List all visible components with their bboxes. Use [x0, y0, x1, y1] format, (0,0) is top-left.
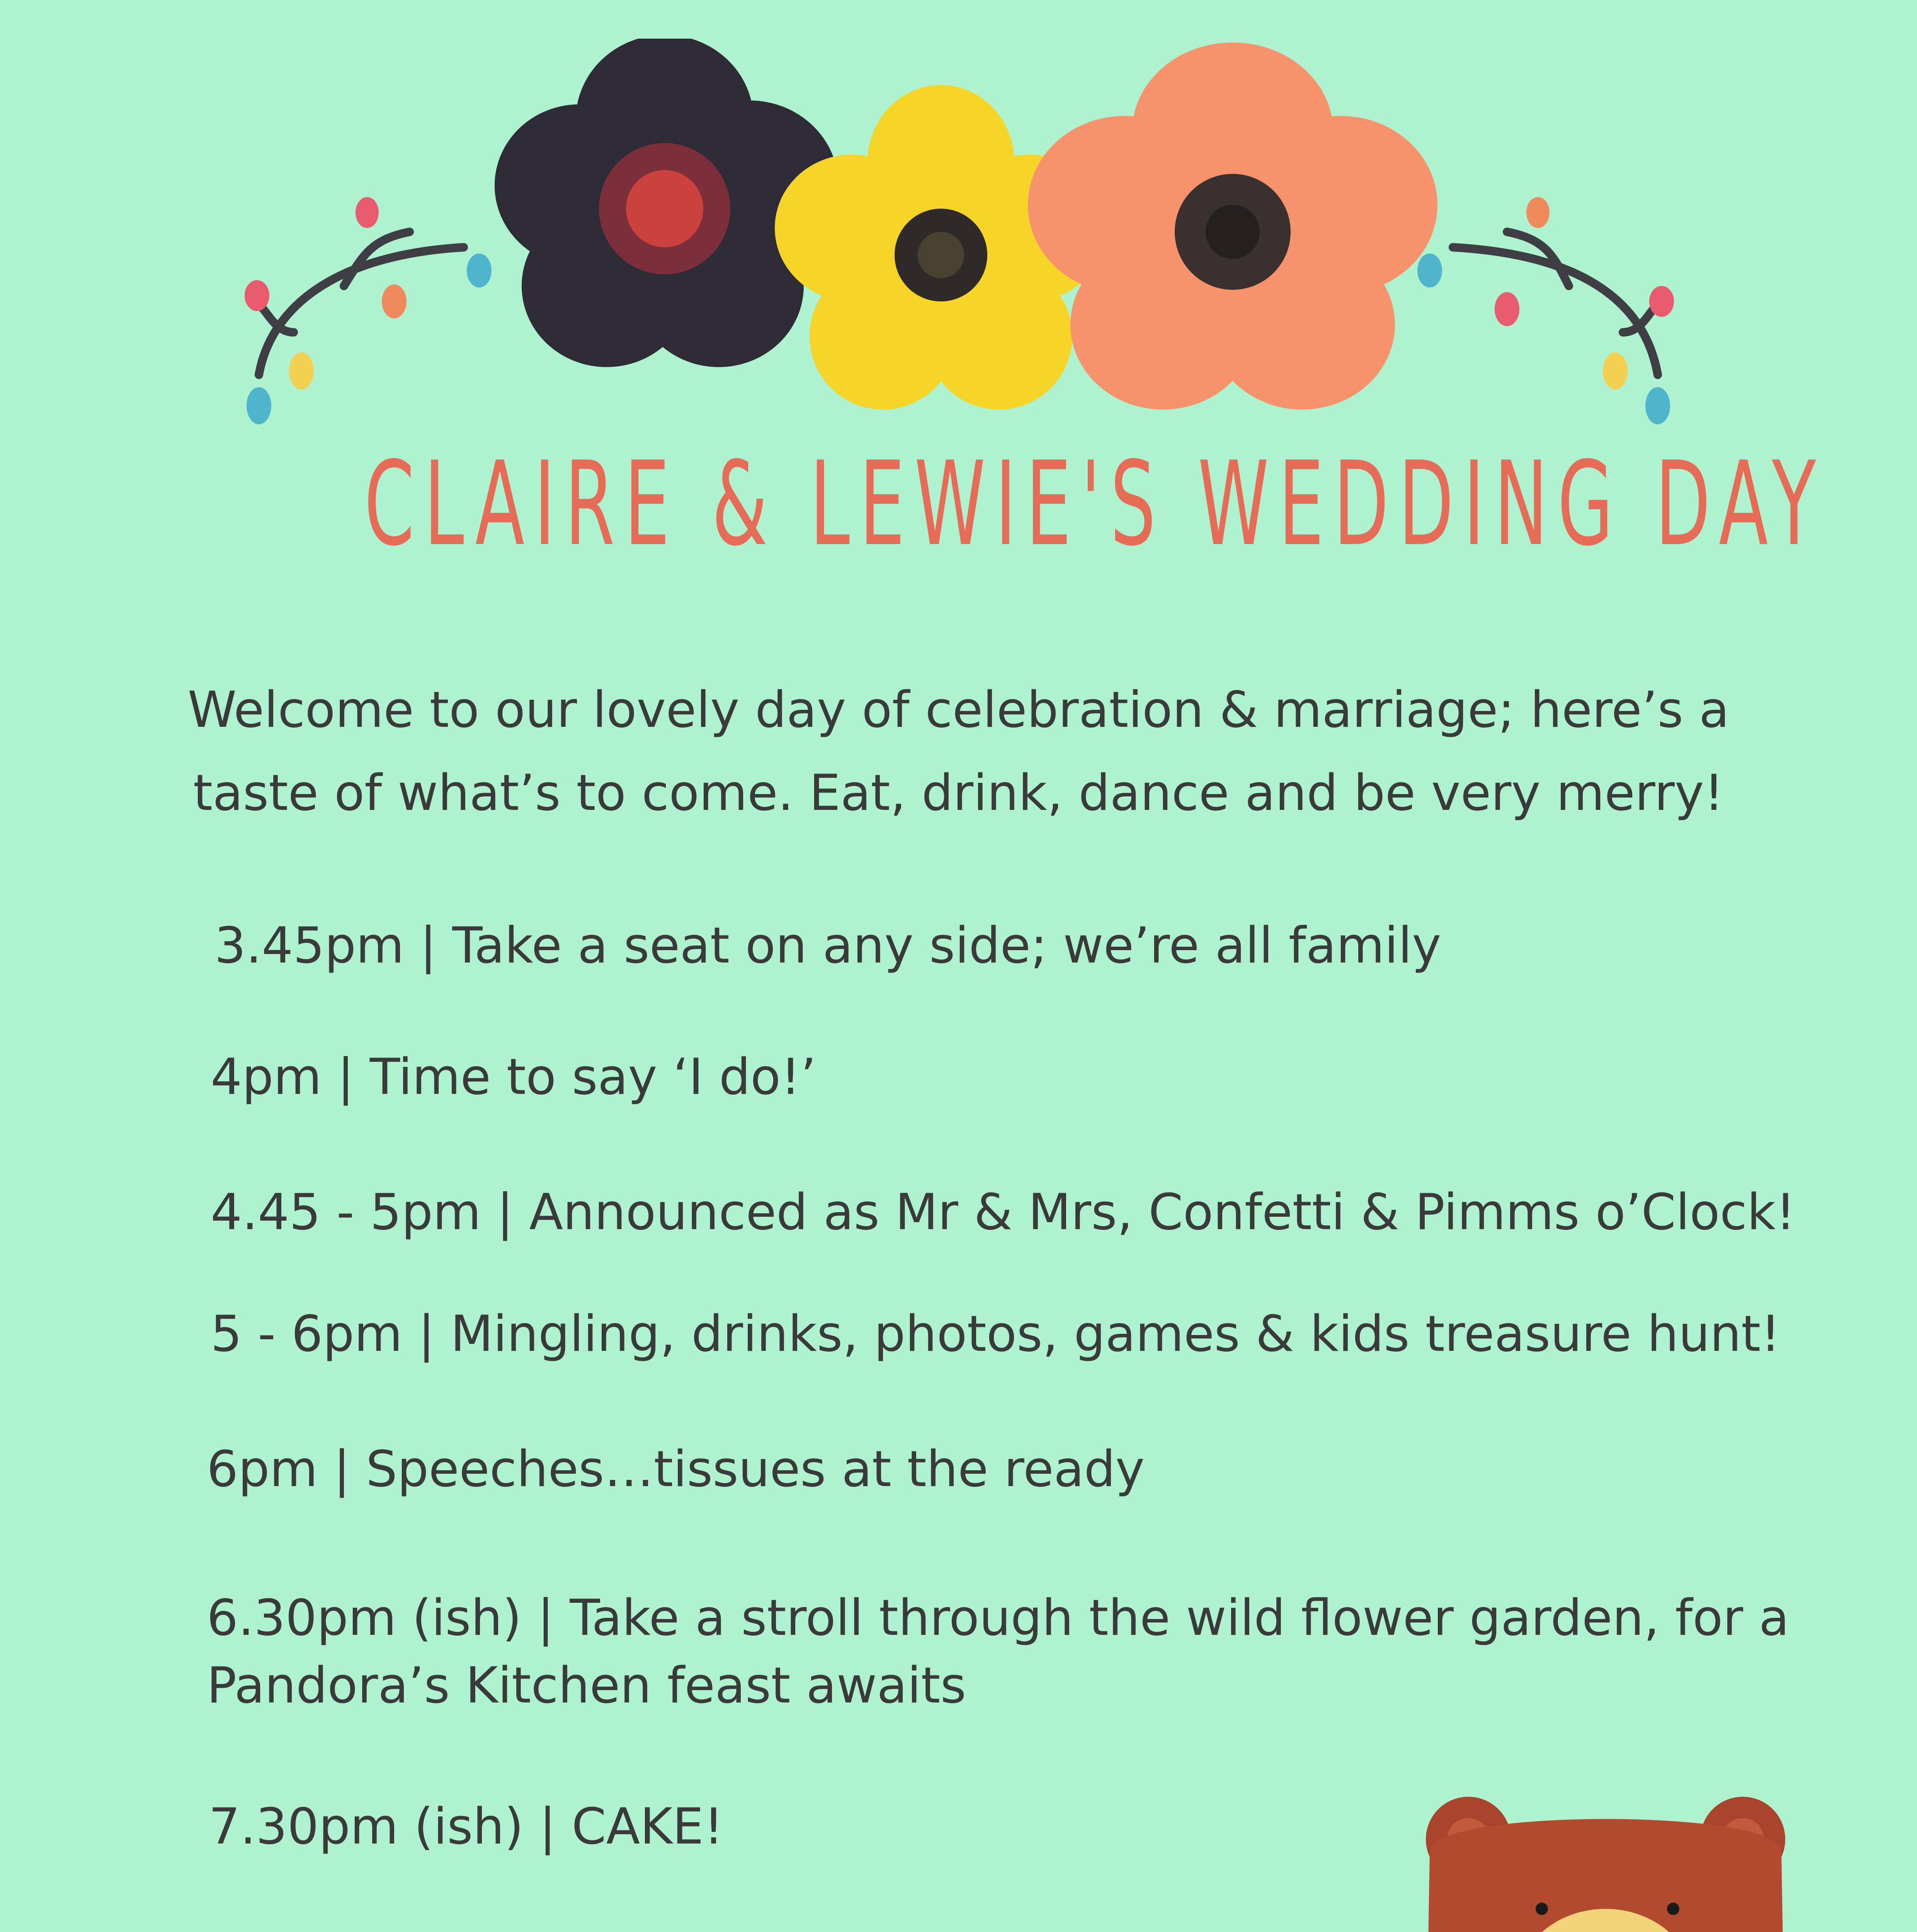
- intro-line: taste of what’s to come. Eat, drink, dance and be very merry!: [193, 764, 1724, 822]
- schedule-item: 6pm | Speeches…tissues at the ready: [207, 1440, 1145, 1498]
- schedule-item-line: 6.30pm (ish) | Take a stroll through the wild flower garden, for a: [207, 1589, 1789, 1647]
- page-title: CLAIRE & LEWIE'S WEDDING DAY: [364, 437, 1826, 571]
- schedule-item: 4pm | Time to say ‘I do!’: [211, 1048, 816, 1106]
- schedule-item: 5 - 6pm | Mingling, drinks, photos, games & kids treasure hunt!: [211, 1305, 1781, 1363]
- schedule-item: [209, 1930, 1241, 1932]
- schedule-item-line: Pandora’s Kitchen feast awaits: [207, 1657, 966, 1714]
- schedule-item: [207, 1584, 1789, 1719]
- intro-text: [0, 668, 1917, 835]
- schedule-item: 4.45 - 5pm | Announced as Mr & Mrs, Confetti & Pimms o’Clock!: [211, 1184, 1796, 1241]
- intro-line: Welcome to our lovely day of celebration & marriage; here’s a: [187, 681, 1730, 739]
- flower-garland: [216, 39, 1700, 448]
- bear-illustration: [1372, 1793, 1855, 1932]
- schedule-item: 3.45pm | Take a seat on any side; we’re all family: [214, 917, 1441, 975]
- schedule-item: 7.30pm (ish) | CAKE!: [209, 1798, 724, 1855]
